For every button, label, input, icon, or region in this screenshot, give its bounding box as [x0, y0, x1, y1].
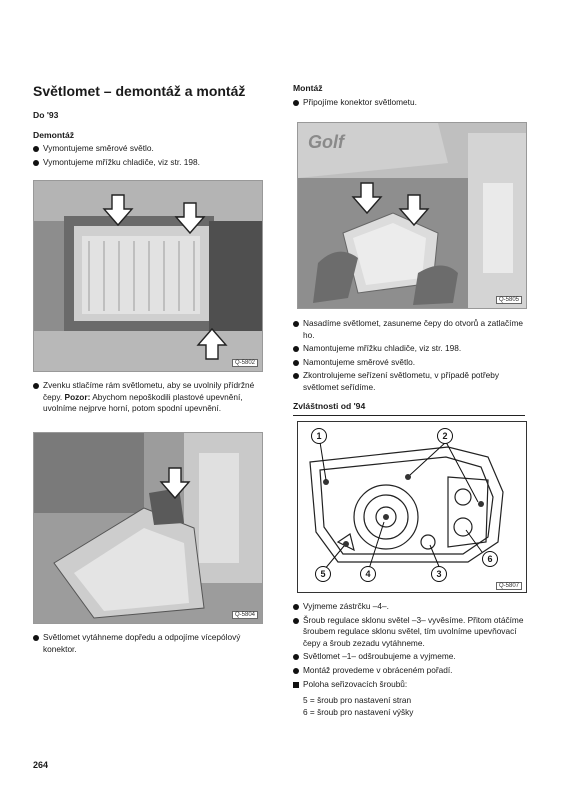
diagram-tag: Q-5807	[496, 582, 522, 590]
callout-4: 4	[360, 566, 376, 582]
headlight-photo-illustration	[34, 181, 262, 371]
step-b: Zvenku stlačíme rám světlometu, aby se uvolnily přídržné čepy. Pozor: Abychom nepoškodili plastové upevnění, uvolníme nejprve horní, potom spodní upevnění.	[33, 380, 273, 415]
square-bullet-icon	[293, 682, 299, 688]
callout-6: 6	[482, 551, 498, 567]
bullet-icon	[293, 360, 299, 366]
list-item: Připojíme konektor světlometu.	[293, 97, 525, 109]
list-item: Světlomet vytáhneme dopředu a odpojíme vícepólový konektor.	[33, 632, 263, 655]
callout-3: 3	[431, 566, 447, 582]
callout-5: 5	[315, 566, 331, 582]
bullet-icon	[33, 635, 39, 641]
diagram-headlight-screws	[297, 421, 527, 593]
list-item: Montáž provedeme v obráceném pořadí.	[293, 665, 528, 677]
photo-headlight-install	[297, 122, 527, 309]
section-heading-montaz: Montáž	[293, 83, 323, 93]
photo-tag: Q-5805	[496, 296, 522, 304]
list-item: Šroub regulace sklonu světel –3– vyvěsíme. Přitom otáčíme šroubem regulace sklonu světel, tím uvolníme upevňovací čepy a šroub zezadu vytáhneme.	[293, 615, 528, 650]
bullet-icon	[293, 618, 299, 624]
list-item: Světlomet –1– odšroubujeme a vyjmeme.	[293, 651, 528, 663]
steps-list-montaz-a	[293, 97, 525, 111]
photo-headlight-pulled-out	[33, 432, 263, 624]
svg-text:Golf: Golf	[308, 132, 344, 152]
positions-list	[303, 695, 528, 718]
photo-headlight-removal	[33, 180, 263, 372]
headlight-photo-illustration	[34, 433, 262, 623]
list-item: Poloha seřizovacích šroubů:	[293, 679, 528, 691]
callout-2: 2	[437, 428, 453, 444]
list-item: Zkontrolujeme seřízení světlometu, v případě potřeby světlomet seřídíme.	[293, 370, 525, 393]
bullet-icon	[293, 668, 299, 674]
bullet-icon	[293, 321, 299, 327]
page-number: 264	[33, 760, 49, 770]
bullet-icon	[33, 146, 39, 152]
position-item: 5 = šroub pro nastavení stran	[303, 695, 412, 705]
bullet-icon	[293, 100, 299, 106]
list-item: Nasadíme světlomet, zasuneme čepy do otvorů a zatlačíme ho.	[293, 318, 525, 341]
bullet-icon	[293, 654, 299, 660]
steps-list-c	[33, 632, 263, 657]
steps-list-a	[33, 143, 263, 170]
list-item: Namontujeme mřížku chladiče, viz str. 198.	[293, 343, 525, 355]
callout-1: 1	[311, 428, 327, 444]
position-item: 6 = šroub pro nastavení výšky	[303, 706, 414, 717]
bullet-icon	[33, 383, 39, 389]
version-label: Do '93	[33, 110, 59, 120]
steps-list-montaz-b	[293, 318, 525, 396]
photo-tag: Q-5804	[232, 611, 258, 619]
page-title: Světlomet – demontáž a montáž	[33, 83, 246, 99]
subheading-od-94: Zvláštnosti od '94	[293, 401, 366, 411]
bullet-icon	[33, 160, 39, 166]
section-heading-demontaz: Demontáž	[33, 130, 75, 140]
list-item: Vyjmeme zástrčku –4–.	[293, 601, 528, 613]
bullet-icon	[293, 604, 299, 610]
bullet-icon	[293, 346, 299, 352]
section-divider	[293, 415, 525, 416]
photo-tag: Q-5802	[232, 359, 258, 367]
headlight-photo-illustration	[298, 123, 526, 308]
steps-list-montaz-c	[293, 601, 528, 692]
list-item: Vymontujeme směrové světlo.	[33, 143, 263, 155]
list-item: Vymontujeme mřížku chladiče, viz str. 198.	[33, 157, 263, 169]
bullet-icon	[293, 373, 299, 379]
list-item: Namontujeme směrové světlo.	[293, 357, 525, 369]
